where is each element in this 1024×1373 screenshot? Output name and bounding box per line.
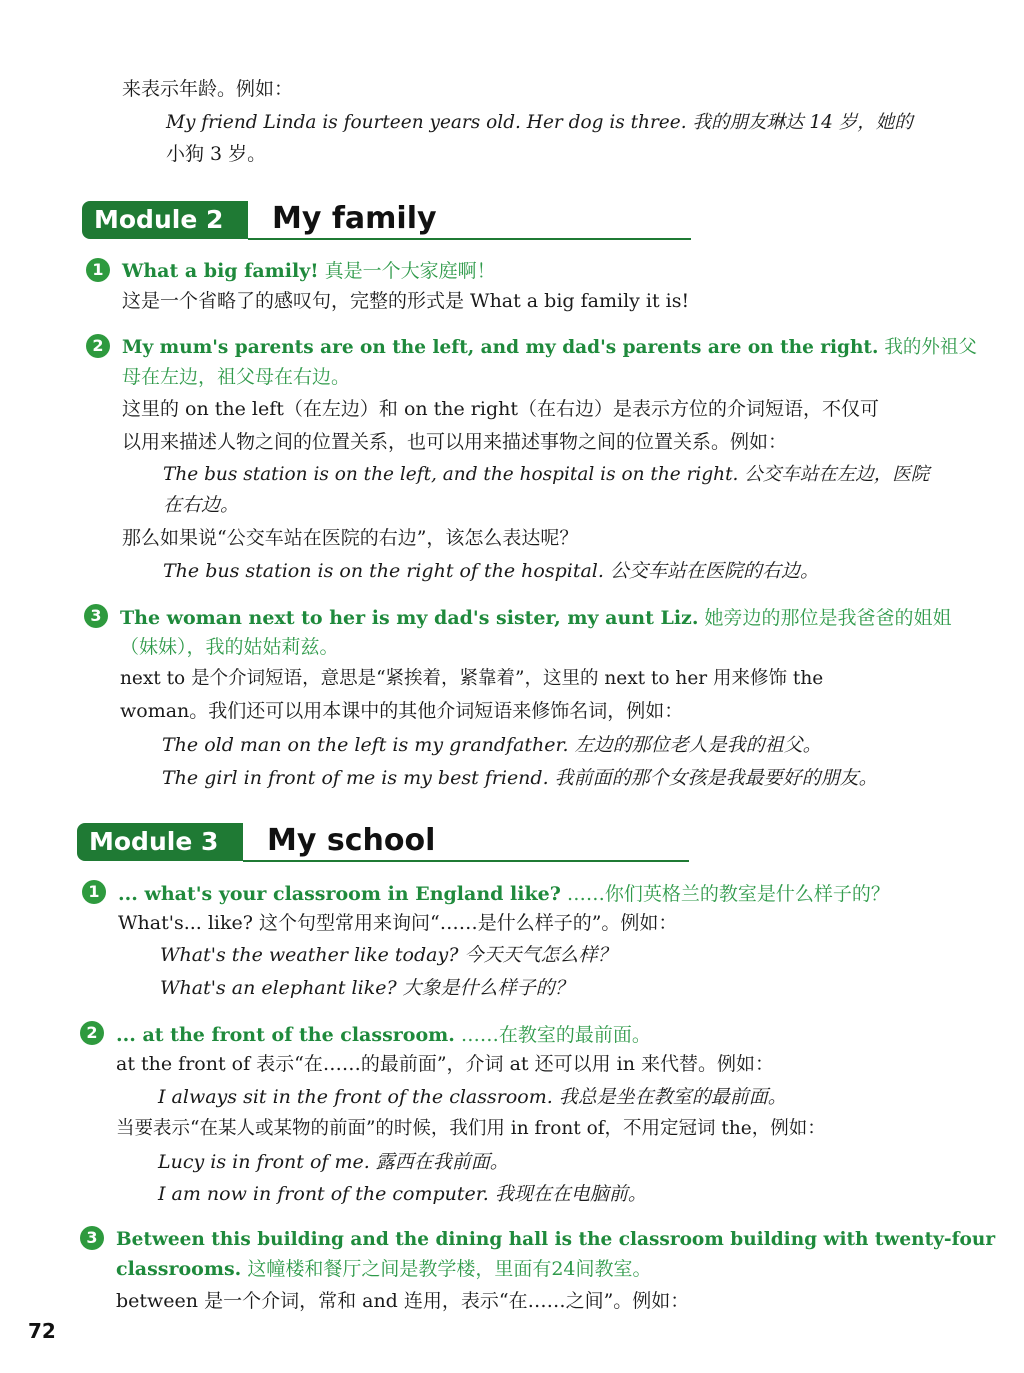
m3-item-2-heading-en: ... at the front of the classroom. [116,1024,455,1046]
m3-item-1-heading [118,881,890,907]
m3-item-3-line-1: between 是一个介词，常和 and 连用，表示“在……之间”。例如： [116,1290,690,1312]
m3-item-1-heading-zh: ……你们英格兰的教室是什么样子的？ [566,883,890,905]
m3-item-3-heading-en: Between this building and the dining hall is the classroom building with twenty-four [116,1229,996,1250]
m2-item-2-line-4: 在右边。 [163,494,240,516]
m3-item-2-line-2: I always sit in the front of the classroom. 我总是坐在教室的最前面。 [158,1086,787,1108]
m2-item-3-line-4: The girl in front of me is my best friend. 我前面的那个女孩是我最要好的朋友。 [162,767,878,789]
module-2-badge: Module 2 [82,201,244,239]
m3-item-3-heading-cont [116,1256,652,1282]
m3-item-1-line-2: What's the weather like today? 今天天气怎么样？ [160,944,617,966]
intro-line-3: 小狗 3 岁。 [166,143,267,165]
m2-item-2-heading-zh-cont: 母在左边，祖父母在右边。 [122,366,351,388]
m2-item-2-line-2: 以用来描述人物之间的位置关系，也可以用来描述事物之间的位置关系。例如： [122,431,788,453]
m3-item-1-line-3: What's an elephant like? 大象是什么样子的？ [160,977,574,999]
m3-item-2-heading [116,1022,651,1048]
module-2-title: My family [272,201,437,236]
m2-item-3-heading-zh-cont: （妹妹），我的姑姑莉兹。 [120,636,339,658]
m2-item-2-line-5: 那么如果说“公交车站在医院的右边”，该怎么表达呢？ [122,527,579,549]
page-number: 72 [28,1319,56,1343]
m3-item-2-line-1: at the front of 表示“在……的最前面”，介词 at 还可以用 in 来代替。例如： [116,1053,774,1075]
m2-item-2-line-1: 这里的 on the left（在左边）和 on the right（在右边）是表示方位的介词短语，不仅可 [122,398,880,420]
m2-item-2-heading-en: My mum's parents are on the left, and my dad's parents are on the right. [122,337,879,358]
m2-item-1-heading [122,258,496,284]
module-3-badge: Module 3 [77,823,239,861]
m2-item-2-line-6: The bus station is on the right of the hospital. 公交车站在医院的右边。 [163,560,819,582]
m3-item-3-heading-zh: 这幢楼和餐厅之间是教学楼，里面有24间教室。 [247,1258,652,1280]
module-3-title: My school [267,823,436,858]
m3-item-3-number: 3 [80,1226,104,1250]
m3-item-1-number: 1 [82,880,106,904]
m2-item-3-line-2: woman。我们还可以用本课中的其他介词短语来修饰名词，例如： [120,700,684,722]
m2-item-3-heading [120,605,952,631]
m2-item-3-line-3: The old man on the left is my grandfather. 左边的那位老人是我的祖父。 [162,734,822,756]
m3-item-1-line-1: What's... like? 这个句型常用来询问“……是什么样子的”。例如： [118,912,678,934]
m3-item-3-heading-en-cont: classrooms. [116,1258,242,1280]
m2-item-2-number: 2 [86,334,110,358]
m2-item-2-heading-zh: 我的外祖父 [884,337,977,358]
m2-item-3-heading-en: The woman next to her is my dad's sister, my aunt Liz. [120,607,699,629]
module-3-rule [243,860,689,862]
m2-item-1-heading-zh: 真是一个大家庭啊！ [324,260,496,282]
intro-line-1: 来表示年龄。例如： [122,78,294,100]
m2-item-1-number: 1 [86,258,110,282]
m3-item-2-heading-zh: ……在教室的最前面。 [460,1024,651,1046]
m2-item-3-number: 3 [84,604,108,628]
m2-item-1-heading-en: What a big family! [122,260,319,282]
m3-item-2-line-4: Lucy is in front of me. 露西在我前面。 [158,1151,509,1173]
m3-item-1-heading-en: ... what's your classroom in England like? [118,883,561,905]
m3-item-2-number: 2 [80,1021,104,1045]
m3-item-2-line-3: 当要表示“在某人或某物的前面”的时候，我们用 in front of，不用定冠词 the，例如： [116,1118,826,1139]
m2-item-2-heading [122,335,977,361]
m2-item-3-line-1: next to 是个介词短语，意思是“紧挨着，紧靠着”，这里的 next to her 用来修饰 the [120,668,824,689]
m3-item-2-line-5: I am now in front of the computer. 我现在在电脑前。 [158,1183,647,1205]
module-2-rule [248,238,691,240]
m2-item-3-heading-zh: 她旁边的那位是我爸爸的姐姐 [704,607,952,629]
m2-item-2-line-3: The bus station is on the left, and the hospital is on the right. 公交车站在左边，医院 [163,464,930,485]
m2-item-1-line-1: 这是一个省略了的感叹句，完整的形式是 What a big family it is! [122,290,690,312]
intro-example-line: My friend Linda is fourteen years old. Her dog is three. 我的朋友琳达 14 岁，她的 [166,112,913,133]
